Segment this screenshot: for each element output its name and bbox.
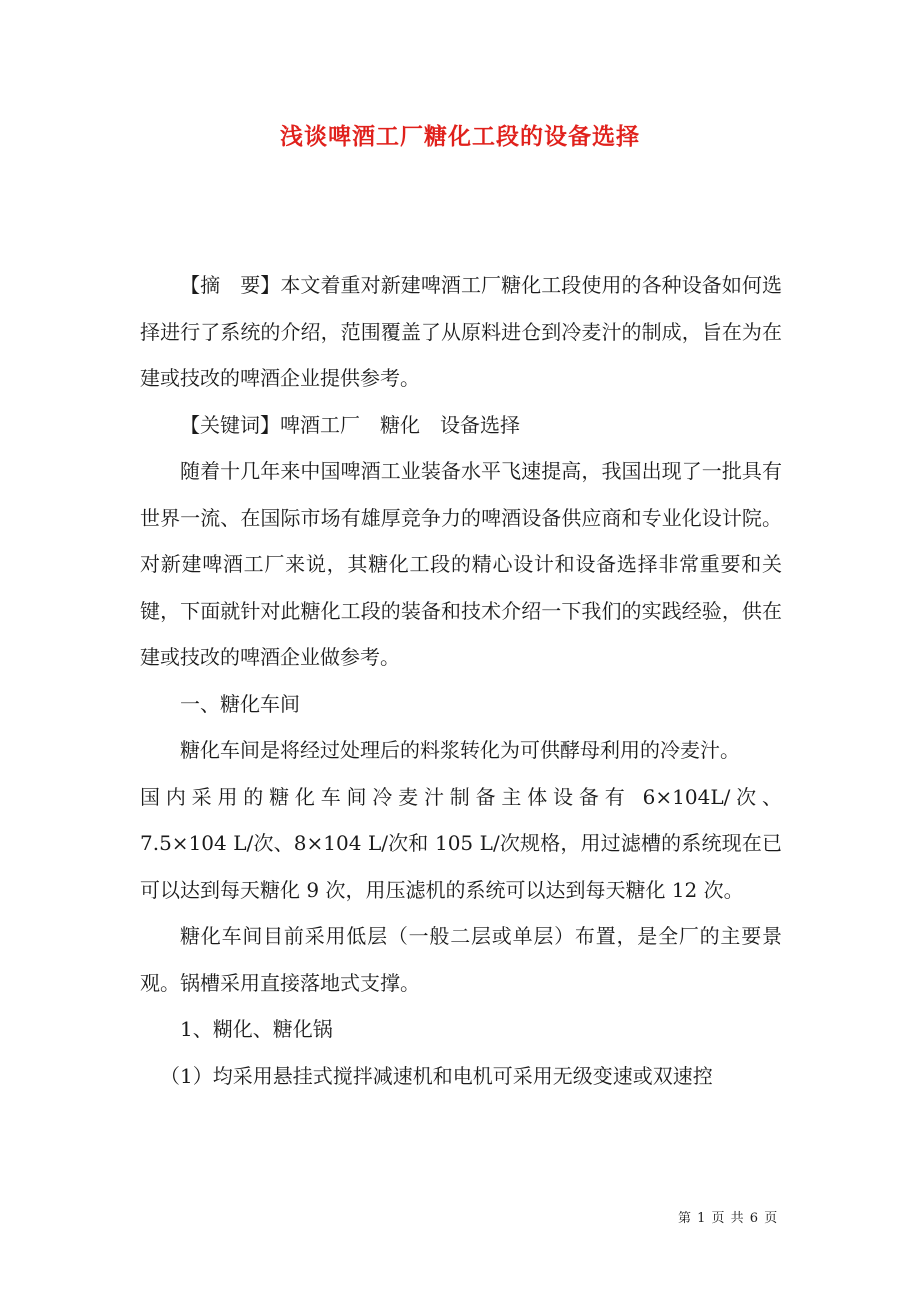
- intro-paragraph: 随着十几年来中国啤酒工业装备水平飞速提高，我国出现了一批具有世界一流、在国际市场有雄厚竞争力的啤酒设备供应商和专业化设计院。对新建啤酒工厂来说，其糖化工段的精心设计和设备选择非常重要和关键，下面就针对此糖化工段的装备和技术介绍一下我们的实践经验，供在建或技改的啤酒企业做参考。: [140, 459, 782, 669]
- keywords-paragraph: 【关键词】啤酒工厂 糖化 设备选择: [180, 412, 520, 437]
- subsection-heading: 1、糊化、糖化锅: [180, 1017, 333, 1041]
- item-paragraph: （1）均采用悬挂式搅拌减速机和电机可采用无级变速或双速控: [160, 1063, 713, 1088]
- spec-line-text-a: 国内采用的糖化车间冷麦汁制备主体设备有 6×104: [140, 784, 711, 809]
- layout-paragraph: 糖化车间目前采用低层（一般二层或单层）布置，是全厂的主要景观。锅槽采用直接落地式支撑。: [140, 924, 782, 995]
- page-number: 第 1 页 共 6 页: [678, 1211, 779, 1226]
- document-title: 浅谈啤酒工厂糖化工段的设备选择: [280, 123, 640, 150]
- spec-line: [140, 774, 782, 821]
- document-body: [140, 262, 782, 1099]
- section-heading: 一、糖化车间: [180, 691, 300, 716]
- abstract-paragraph: 【摘 要】本文着重对新建啤酒工厂糖化工段使用的各种设备如何选择进行了系统的介绍，范围覆盖了从原料进仓到冷麦汁的制成，旨在为在建或技改的啤酒企业提供参考。: [140, 273, 782, 390]
- workshop-paragraph: 糖化车间是将经过处理后的料浆转化为可供酵母利用的冷麦汁。: [180, 738, 740, 762]
- spec-line-text-b: L/次、: [710, 784, 782, 809]
- spec-paragraph-rest: 7.5×104 L/次、8×104 L/次和 105 L/次规格，用过滤槽的系统现在已可以达到每天糖化 9 次，用压滤机的系统可以达到每天糖化 12 次。: [140, 831, 782, 902]
